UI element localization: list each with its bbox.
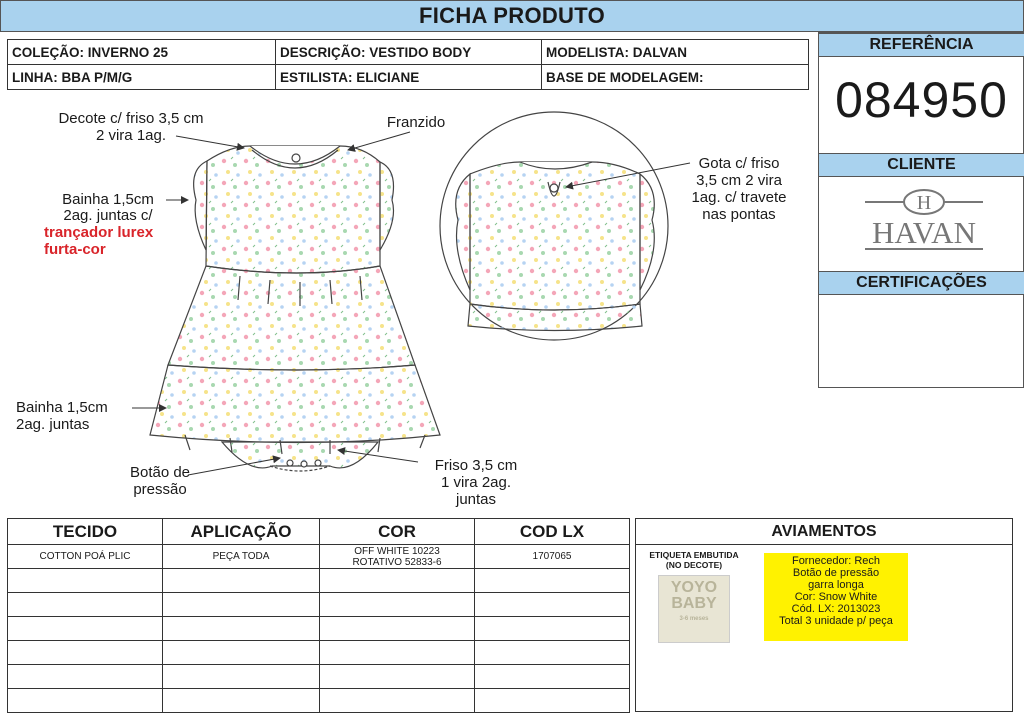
base-modelagem-cell: BASE DE MODELAGEM: bbox=[542, 65, 809, 90]
cliente-header: CLIENTE bbox=[819, 153, 1024, 177]
col-tecido: TECIDO bbox=[8, 519, 163, 545]
note-decote: Decote c/ friso 3,5 cm 2 vira 1ag. bbox=[58, 110, 204, 144]
material-table bbox=[7, 518, 630, 713]
table-row: COTTON POÁ PLIC PEÇA TODA OFF WHITE 10223 ROTATIVO 52833-6 1707065 bbox=[8, 545, 630, 569]
certificacoes-header: CERTIFICAÇÕES bbox=[819, 271, 1024, 295]
etiqueta-caption: ETIQUETA EMBUTIDA (NO DECOTE) bbox=[649, 550, 739, 570]
referencia-number: 084950 bbox=[835, 72, 1008, 128]
right-panel bbox=[818, 32, 1024, 388]
aviamentos-header: AVIAMENTOS bbox=[636, 519, 1012, 545]
table-row bbox=[8, 665, 630, 689]
page-title: FICHA PRODUTO bbox=[0, 0, 1024, 32]
note-gota: Gota c/ friso 3,5 cm 2 vira 1ag. c/ travete nas pontas bbox=[691, 155, 787, 223]
note-franzido: Franzido bbox=[386, 114, 446, 131]
modelista-cell: MODELISTA: DALVAN bbox=[542, 40, 809, 65]
col-cor: COR bbox=[320, 519, 475, 545]
estilista-cell: ESTILISTA: ELICIANE bbox=[276, 65, 542, 90]
table-row bbox=[8, 593, 630, 617]
dress-front bbox=[150, 146, 440, 471]
garment-sketch bbox=[0, 90, 816, 510]
svg-text:HAVAN: HAVAN bbox=[872, 215, 976, 250]
table-row bbox=[8, 689, 630, 713]
fornecedor-note: Fornecedor: Rech Botão de pressão garra longa Cor: Snow White Cód. LX: 2013023 Total 3 unidade p/ peça bbox=[764, 553, 908, 641]
yoyo-baby-label: YOYO BABY 3-6 meses bbox=[658, 575, 730, 643]
colecao-cell: COLEÇÃO: INVERNO 25 bbox=[8, 40, 276, 65]
col-aplicacao: APLICAÇÃO bbox=[163, 519, 320, 545]
back-detail-circle bbox=[440, 112, 668, 340]
linha-cell: LINHA: BBA P/M/G bbox=[8, 65, 276, 90]
table-row bbox=[8, 617, 630, 641]
aviamentos-panel bbox=[635, 518, 1013, 712]
note-botao: Botão de pressão bbox=[129, 464, 191, 498]
descricao-cell: DESCRIÇÃO: VESTIDO BODY bbox=[276, 40, 542, 65]
note-bainha-top: Bainha 1,5cm 2ag. juntas c/ trançador lurex furta-cor bbox=[44, 191, 154, 258]
table-row bbox=[8, 569, 630, 593]
referencia-header: REFERÊNCIA bbox=[819, 33, 1024, 57]
col-cod: COD LX bbox=[475, 519, 630, 545]
note-friso: Friso 3,5 cm 1 vira 2ag. juntas bbox=[434, 457, 518, 508]
svg-text:H: H bbox=[916, 192, 932, 214]
note-bainha-bottom: Bainha 1,5cm 2ag. juntas bbox=[16, 399, 108, 433]
table-row bbox=[8, 641, 630, 665]
product-info-table bbox=[7, 39, 809, 90]
havan-logo bbox=[865, 187, 983, 253]
